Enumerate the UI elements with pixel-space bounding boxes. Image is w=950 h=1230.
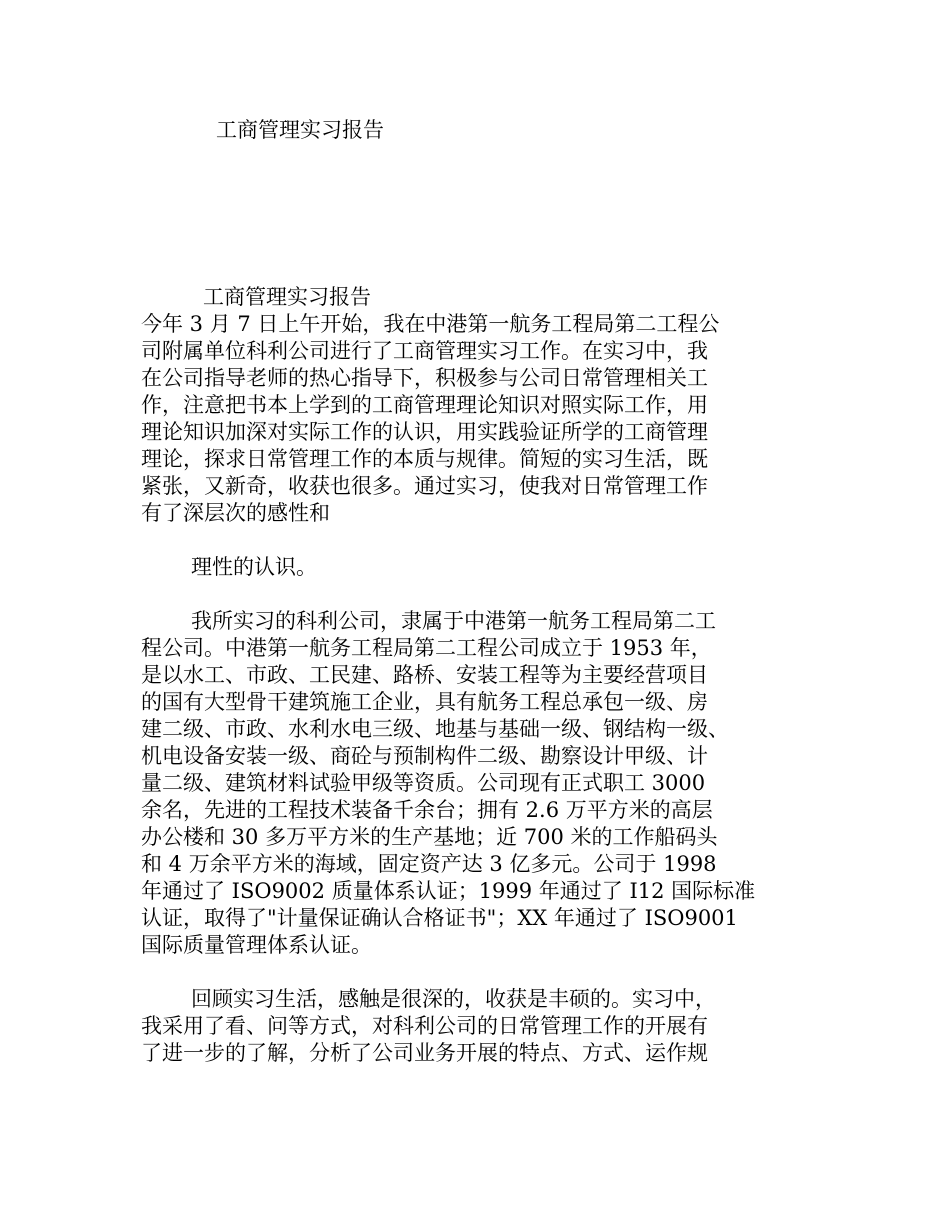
text-line: 是以水工、市政、工民建、路桥、安装工程等为主要经营项目: [141, 663, 708, 687]
text-line: 办公楼和 30 多万平方米的生产基地；近 700 米的工作船码头: [141, 825, 718, 849]
text-line: 的国有大型骨干建筑施工企业，具有航务工程总承包一级、房: [141, 690, 708, 714]
text-line: 和 4 万余平方米的海域，固定资产达 3 亿多元。公司于 1998: [141, 852, 717, 876]
text-line: 量二级、建筑材料试验甲级等资质。公司现有正式职工 3000: [141, 771, 706, 795]
text-line: 程公司。中港第一航务工程局第二工程公司成立于 1953 年，: [141, 636, 712, 660]
paragraph-gap: [141, 581, 831, 608]
text-line: 理论知识加深对实际工作的认识，用实践验证所学的工商管理: [141, 420, 708, 444]
text-line: 认证，取得了"计量保证确认合格证书"；XX 年通过了 ISO9001: [141, 906, 738, 930]
text-line: 理性的认识。: [191, 555, 317, 579]
paragraph-gap: [141, 527, 831, 554]
document-title: 工商管理实习报告: [216, 118, 384, 142]
text-line: 余名，先进的工程技术装备千余台；拥有 2.6 万平方米的高层: [141, 798, 713, 822]
document-body: [141, 284, 831, 1067]
text-line: 作，注意把书本上学到的工商管理理论知识对照实际工作，用: [141, 393, 708, 417]
paragraph-company: [141, 608, 831, 959]
text-line: 年通过了 ISO9002 质量体系认证；1999 年通过了 I12 国际标准: [141, 879, 756, 903]
paragraph-gap: [141, 959, 831, 986]
text-line: 有了深层次的感性和: [141, 501, 330, 525]
text-line: 在公司指导老师的热心指导下，积极参与公司日常管理相关工: [141, 366, 708, 390]
paragraph-review: [141, 986, 831, 1067]
section-heading: 工商管理实习报告: [203, 285, 371, 309]
text-line: 建二级、市政、水利水电三级、地基与基础一级、钢结构一级、: [141, 717, 729, 741]
text-line: 我采用了看、问等方式，对科利公司的日常管理工作的开展有: [141, 1014, 708, 1038]
text-line: 司附属单位科利公司进行了工商管理实习工作。在实习中，我: [141, 339, 708, 363]
text-line: 紧张，又新奇，收获也很多。通过实习，使我对日常管理工作: [141, 474, 708, 498]
paragraph-continuation: [141, 554, 831, 581]
text-line: 国际质量管理体系认证。: [141, 933, 372, 957]
text-line: 了进一步的了解，分析了公司业务开展的特点、方式、运作规: [141, 1041, 708, 1065]
text-line: 我所实习的科利公司，隶属于中港第一航务工程局第二工: [191, 609, 716, 633]
text-line: 回顾实习生活，感触是很深的，收获是丰硕的。实习中，: [191, 987, 716, 1011]
paragraph-intro: [141, 311, 831, 527]
text-line: 理论，探求日常管理工作的本质与规律。简短的实习生活，既: [141, 447, 708, 471]
text-line: 今年 3 月 7 日上午开始，我在中港第一航务工程局第二工程公: [141, 312, 720, 336]
text-line: 机电设备安装一级、商砼与预制构件二级、勘察设计甲级、计: [141, 744, 708, 768]
